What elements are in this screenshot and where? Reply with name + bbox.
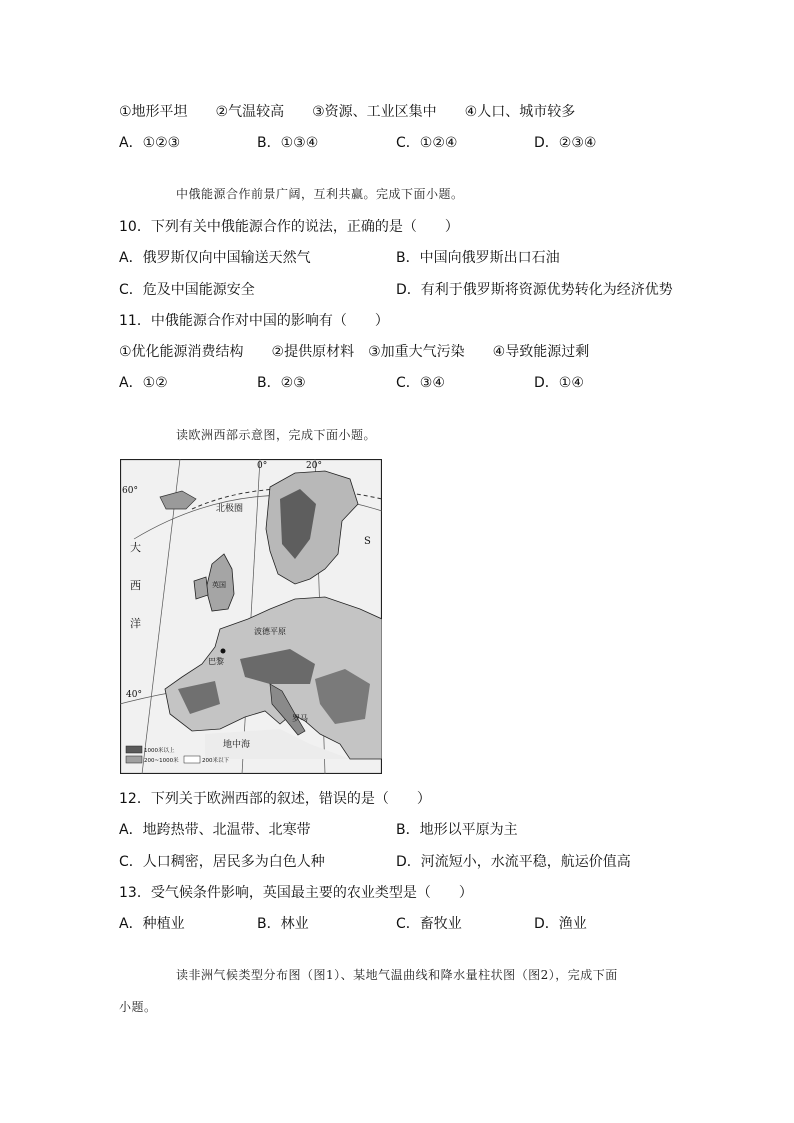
q9-choice-b: B．①③④ xyxy=(257,135,319,151)
q12-choice-c: C．人口稠密，居民多为白色人种 xyxy=(119,854,325,870)
lon-0-label: 0° xyxy=(257,461,268,471)
lat-60-label: 60° xyxy=(122,486,138,496)
q9-choice-d: D．②③④ xyxy=(534,135,597,151)
q11-choice-a: A．①② xyxy=(119,375,168,391)
paris-dot xyxy=(221,649,226,654)
legend-low-label: 200米以下 xyxy=(202,758,229,764)
q11-options-line: ①优化能源消费结构 ②提供原材料 ③加重大气污染 ④导致能源过剩 xyxy=(119,344,590,360)
paris-label: 巴黎 xyxy=(208,657,224,666)
q12-choice-a: A．地跨热带、北温带、北寒带 xyxy=(119,822,311,838)
legend-swatch-high xyxy=(126,746,142,753)
legend-swatch-low xyxy=(184,756,200,763)
q10-choice-b: B．中国向俄罗斯出口石油 xyxy=(396,250,560,266)
q12-stem: 12．下列关于欧洲西部的叙述，错误的是（ ） xyxy=(119,791,431,807)
q9-choice-c: C．①②④ xyxy=(396,135,458,151)
uk-label: 英国 xyxy=(212,581,226,589)
q13-stem: 13．受气候条件影响，英国最主要的农业类型是（ ） xyxy=(119,885,473,901)
q12-choice-d: D．河流短小，水流平稳，航运价值高 xyxy=(396,854,631,870)
q9-options-line: ①地形平坦 ②气温较高 ③资源、工业区集中 ④人口、城市较多 xyxy=(119,104,576,120)
legend-high-label: 1000米以上 xyxy=(144,748,175,754)
intro-africa-line-2: 小题。 xyxy=(119,1000,157,1014)
q10-choice-c: C．危及中国能源安全 xyxy=(119,282,255,298)
q11-stem: 11．中俄能源合作对中国的影响有（ ） xyxy=(119,313,389,329)
q13-choice-d: D．渔业 xyxy=(534,916,587,932)
ocean-char-3: 洋 xyxy=(130,617,141,630)
lat-40-label: 40° xyxy=(126,690,142,700)
ocean-char-2: 西 xyxy=(130,579,141,592)
q13-choice-b: B．林业 xyxy=(257,916,309,932)
western-europe-map xyxy=(120,459,382,774)
q12-choice-b: B．地形以平原为主 xyxy=(396,822,518,838)
med-label: 地中海 xyxy=(223,740,251,750)
q9-choice-a: A．①②③ xyxy=(119,135,181,151)
q10-stem: 10．下列有关中俄能源合作的说法，正确的是（ ） xyxy=(119,219,459,235)
plain-label: 波德平原 xyxy=(254,627,286,636)
legend-swatch-mid xyxy=(126,756,142,763)
ireland-shape xyxy=(194,577,208,599)
intro-europe: 读欧洲西部示意图，完成下面小题。 xyxy=(176,428,377,442)
q13-choice-a: A．种植业 xyxy=(119,916,185,932)
q11-choice-c: C．③④ xyxy=(396,375,445,391)
lon-20-label: 20° xyxy=(306,461,322,471)
arctic-circle-label: 北极圈 xyxy=(216,504,244,514)
rome-label: 罗马 xyxy=(292,714,308,723)
q11-choice-b: B．②③ xyxy=(257,375,306,391)
intro-energy: 中俄能源合作前景广阔，互利共赢。完成下面小题。 xyxy=(176,187,464,201)
q10-choice-a: A．俄罗斯仅向中国输送天然气 xyxy=(119,250,311,266)
legend-mid-label: 200~1000米 xyxy=(144,758,179,764)
s-letter-label: S xyxy=(364,536,371,547)
q11-choice-d: D．①④ xyxy=(534,375,584,391)
q13-choice-c: C．畜牧业 xyxy=(396,916,462,932)
q10-choice-d: D．有利于俄罗斯将资源优势转化为经济优势 xyxy=(396,282,673,298)
ocean-char-1: 大 xyxy=(130,541,141,554)
intro-africa-line-1: 读非洲气候类型分布图（图1）、某地气温曲线和降水量柱状图（图2），完成下面 xyxy=(176,968,618,982)
